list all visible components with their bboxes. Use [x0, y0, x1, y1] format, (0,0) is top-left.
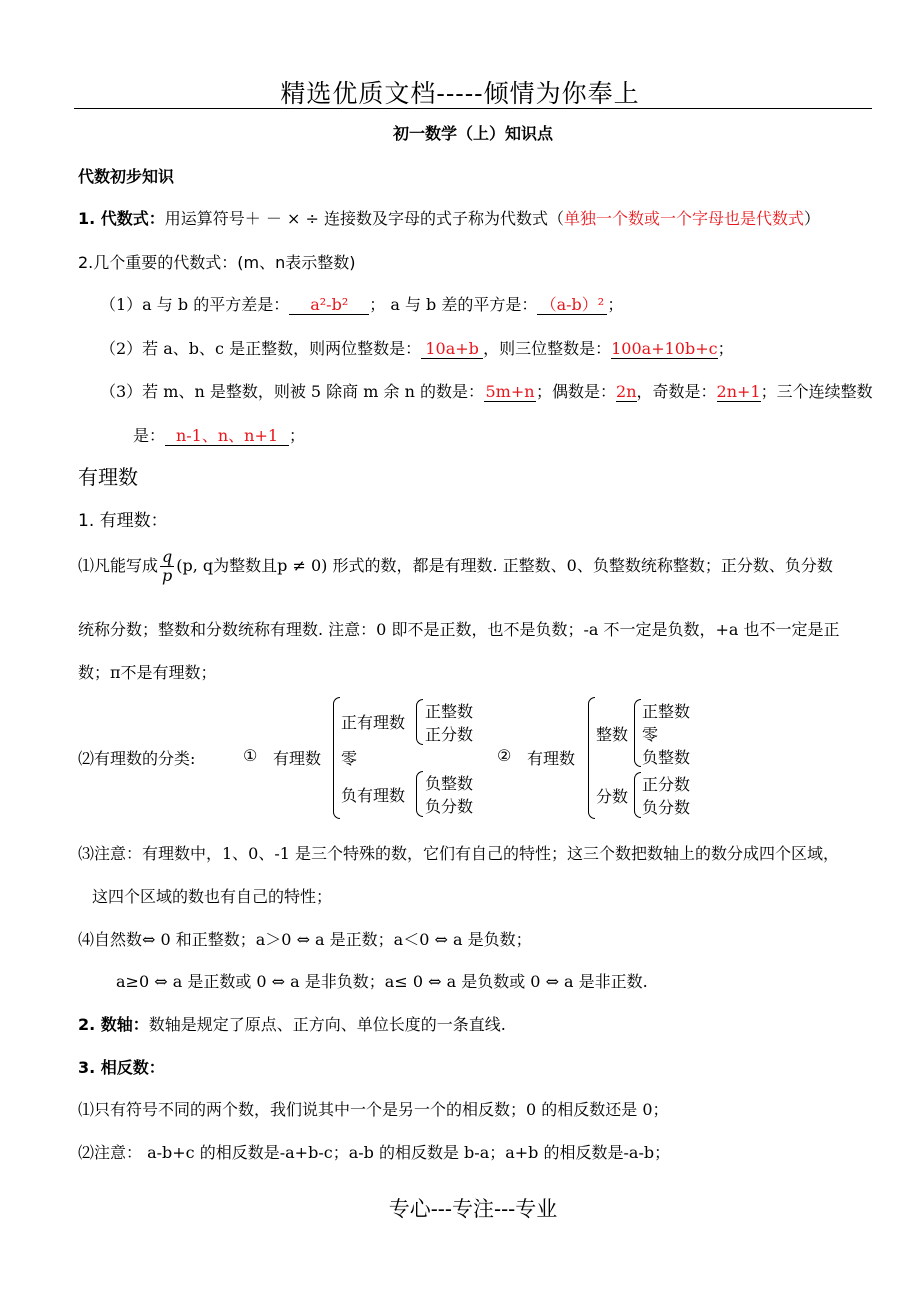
scheme1-marker: ① [243, 746, 258, 765]
item1-answer-2: （a-b）² [537, 296, 607, 315]
fraction-denominator: p [162, 566, 173, 585]
item3-text-f: ； [289, 426, 306, 445]
note3-line2: 这四个区域的数也有自己的特性； [92, 887, 333, 906]
item2-text-c: ； [717, 339, 734, 358]
scheme1-zero: 零 [341, 749, 358, 768]
scheme2-positive-integer: 正整数 [642, 702, 691, 721]
note3-line1: ⑶注意：有理数中，1、0、-1 是三个特殊的数，它们有自己的特性；这三个数把数轴上的数分成四个区域， [78, 844, 840, 863]
item2-line [100, 336, 734, 359]
opposite-line2: ⑵注意： a-b+c 的相反数是-a+b-c；a-b 的相反数是 b-a；a+b 的相反数是-a-b； [78, 1143, 671, 1162]
item2-answer-2: 100a+10b+c [611, 339, 718, 358]
scheme1-positive: 正有理数 [341, 713, 406, 732]
rational-label: 1. 有理数： [78, 511, 168, 531]
scheme2-zero: 零 [642, 725, 659, 744]
scheme1-outer-brace [333, 697, 340, 819]
page-title: 初一数学（上）知识点 [392, 124, 553, 143]
item3-text-c: ，奇数是： [636, 382, 717, 401]
item3-text-b: ；偶数是： [536, 382, 617, 401]
def1-line [78, 206, 820, 229]
item2-text-a: （2）若 a、b、c 是正整数，则两位整数是： [100, 339, 422, 358]
document-footer: 专心---专注---专业 [388, 1197, 558, 1221]
note4-line1: ⑷自然数⇔ 0 和正整数；a＞0 ⇔ a 是正数；a＜0 ⇔ a 是负数； [78, 930, 532, 949]
rational-p1-line1 [78, 548, 833, 585]
scheme1-root: 有理数 [273, 749, 322, 768]
item2-text-b: ，则三位整数是： [483, 339, 612, 358]
item3-text-d: ；三个连续整数 [760, 382, 873, 401]
scheme2-marker: ② [497, 746, 512, 765]
scheme1-positive-fraction: 正分数 [425, 725, 474, 744]
scheme2-outer-brace [588, 697, 595, 819]
note4-line2: a≥0 ⇔ a 是正数或 0 ⇔ a 是非负数；a≤ 0 ⇔ a 是负数或 0 ⇔ a 是非正数. [116, 972, 648, 991]
fraction-numerator: q [162, 547, 173, 566]
fraction-q-over-p [160, 548, 174, 585]
number-axis-text: 数轴是规定了原点、正方向、单位长度的一条直线. [148, 1015, 506, 1034]
item3-answer-3: 2n+1 [716, 382, 761, 401]
item3-answer-2: 2n [616, 382, 637, 401]
scheme1-positive-integer: 正整数 [425, 702, 474, 721]
item3-line-2 [133, 423, 305, 446]
def2-label: 2.几个重要的代数式：(m、n表示整数) [78, 253, 356, 272]
item1-text-b: ； a 与 b 差的平方是： [369, 295, 538, 314]
def1-close: ） [803, 209, 820, 228]
rational-p1-line3: 数；π不是有理数； [78, 663, 217, 682]
def1-label: 1. 代数式： [78, 209, 165, 228]
item1-text-a: （1）a 与 b 的平方差是： [100, 295, 290, 314]
scheme1-negative-brace [416, 771, 423, 817]
def1-text: 用运算符号＋ － × ÷ 连接数及字母的式子称为代数式（ [164, 209, 564, 228]
item1-text-c: ； [607, 295, 624, 314]
number-axis-label: 2. 数轴： [78, 1015, 149, 1034]
header-rule [74, 108, 872, 109]
rational-p1-text-a: ⑴凡能写成 [78, 556, 159, 575]
rational-p1-line2: 统称分数；整数和分数统称有理数. 注意：0 即不是正数，也不是负数；-a 不一定是负数，+a 也不一定是正 [78, 620, 840, 639]
section-algebra-heading: 代数初步知识 [78, 167, 175, 186]
opposite-label: 3. 相反数： [78, 1058, 165, 1077]
item1-answer-1: a²-b² [289, 296, 369, 315]
scheme2-positive-fraction: 正分数 [642, 775, 691, 794]
scheme2-root: 有理数 [527, 749, 576, 768]
scheme2-negative-integer: 负整数 [642, 748, 691, 767]
scheme2-integer: 整数 [596, 725, 629, 744]
scheme1-negative: 负有理数 [341, 786, 406, 805]
rational-p1-text-b: (p, q为整数且p ≠ 0) 形式的数，都是有理数. 正整数、0、负整数统称整数；正分数、负分数 [176, 556, 833, 575]
item2-answer-1: 10a+b [421, 340, 483, 359]
item3-answer-1: 5m+n [485, 382, 535, 401]
number-axis-line [78, 1012, 506, 1035]
classification-label: ⑵有理数的分类: [78, 749, 196, 768]
scheme1-negative-fraction: 负分数 [425, 797, 474, 816]
item1-line [100, 292, 623, 315]
opposite-line1: ⑴只有符号不同的两个数，我们说其中一个是另一个的相反数；0 的相反数还是 0； [78, 1100, 669, 1119]
scheme2-fraction: 分数 [596, 787, 629, 806]
scheme2-negative-fraction: 负分数 [642, 798, 691, 817]
scheme2-integer-brace [634, 699, 641, 767]
item3-line [100, 379, 873, 402]
item3-text-e: 是： [133, 426, 166, 445]
def1-red-note: 单独一个数或一个字母也是代数式 [563, 209, 804, 228]
section-rational-heading: 有理数 [78, 465, 138, 489]
scheme2-fraction-brace [634, 772, 641, 818]
item3-answer-4: n-1、n、n+1 [165, 427, 289, 446]
scheme1-positive-brace [416, 699, 423, 745]
scheme1-negative-integer: 负整数 [425, 774, 474, 793]
item3-text-a: （3）若 m、n 是整数，则被 5 除商 m 余 n 的数是： [100, 382, 485, 401]
document-header: 精选优质文档-----倾情为你奉上 [280, 79, 640, 108]
